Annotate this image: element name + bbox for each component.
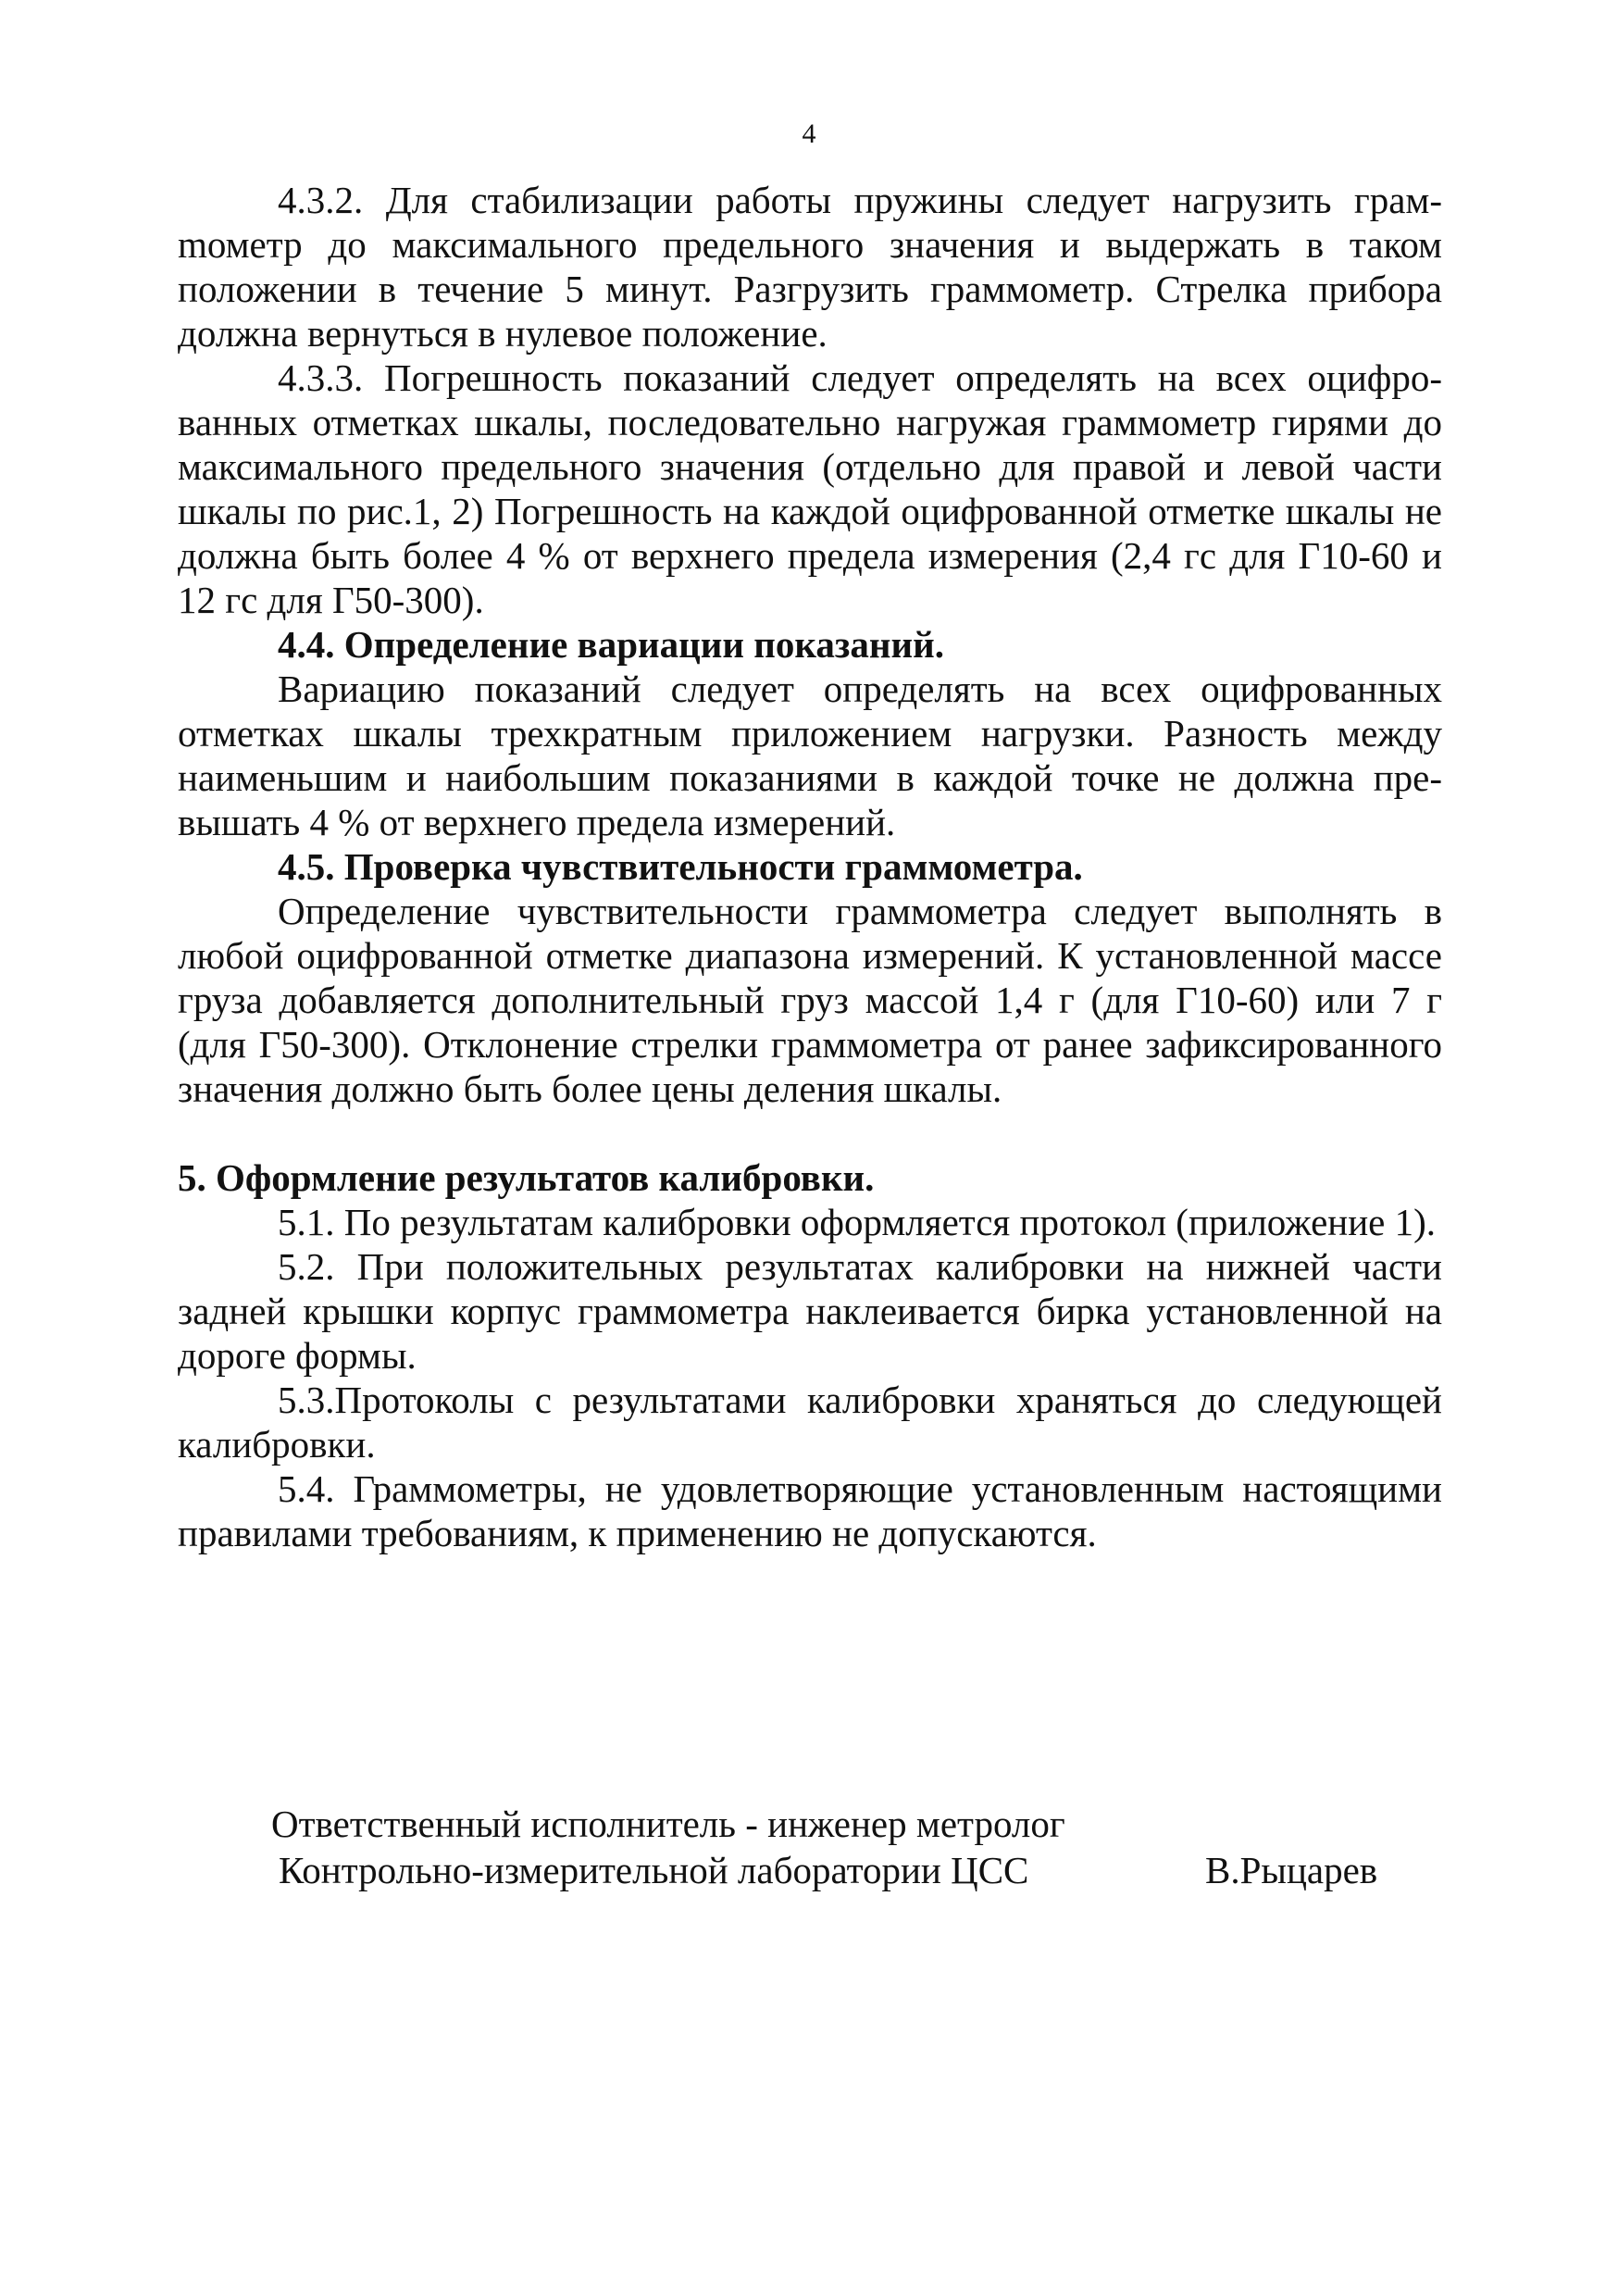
- paragraph-4-5: Определение чувствительности граммометра следует выполнять в любой оцифрованной отметке диапазона измерений. К установленной массе груза добавляется дополнительный груз массой 1,4 г (для Г10-60) или 7 г (для Г50-300). Отклонение стрелки граммометра от ранее зафиксированного значения должно быть более цены деления шкалы.: [178, 890, 1442, 1110]
- paragraph-4-3-3: 4.3.3. Погрешность показаний следует определять на всех оцифрованных отметках шкалы, последовательно нагружая граммометр гирями до максимального предельного значения (отдельно для правой и левой части шкалы по рис.1, 2) Погрешность на каждой оцифрованной отметке шкалы не должна быть более 4 % от верхнего предела измерения (2,4 гс для Г10-60 и 12 гс для Г50-300).: [178, 356, 1442, 621]
- paragraph-5-1: 5.1. По результатам калибровки оформляется протокол (приложение 1).: [278, 1201, 1437, 1243]
- paragraph-5-3: 5.3.Протоколы с результатами калибровки храняться до следующей калибровки.: [178, 1379, 1442, 1466]
- signature-title-line-2: Контрольно-измерительной лаборатории ЦСС: [279, 1849, 1029, 1891]
- signature-title-line-1: Ответственный исполнитель - инженер метролог: [271, 1803, 1065, 1845]
- paragraph-4-4: Вариацию показаний следует определять на всех оцифрованных отметках шкалы трехкратным приложением нагрузки. Разность между наименьшим и наибольшим показаниями в каждой точке не должна превышать 4 % от верхнего предела измерений.: [178, 668, 1442, 843]
- signatory-name: В.Рыцарев: [1205, 1849, 1378, 1891]
- paragraph-5-4: 5.4. Граммометры, не удовлетворяющие установленным настоящими правилами требованиям, к применению не допускаются.: [178, 1467, 1442, 1554]
- document-body: [178, 178, 1442, 1555]
- paragraph-5-2: 5.2. При положительных результатах калибровки на нижней части задней крышки корпус граммометра наклеивается бирка установленной на дороге формы.: [178, 1245, 1442, 1377]
- heading-4-4: 4.4. Определение вариации показаний.: [278, 623, 944, 666]
- paragraph-4-3-2: 4.3.2. Для стабилизации работы пружины следует нагрузить грамmометр до максимального предельного значения и выдержать в таком положении в течение 5 минут. Разгрузить граммометр. Стрелка прибора должна вернуться в нулевое положение.: [178, 179, 1442, 355]
- page-number: 4: [802, 119, 816, 149]
- heading-section-5: 5. Оформление результатов калибровки.: [178, 1156, 875, 1199]
- heading-4-5: 4.5. Проверка чувствительности граммометра.: [278, 845, 1083, 888]
